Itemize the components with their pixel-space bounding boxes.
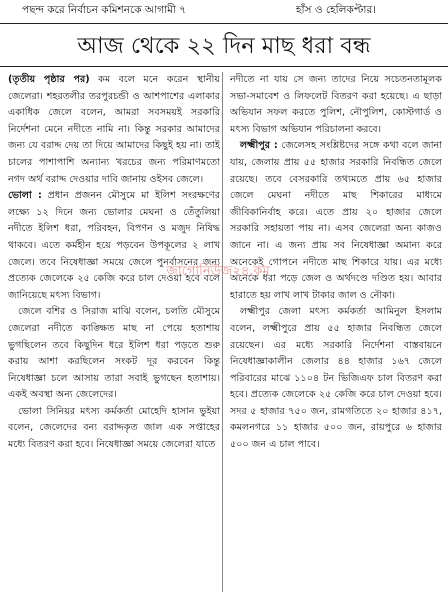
paragraph xyxy=(230,138,442,304)
paragraph xyxy=(8,304,220,404)
paragraph-text: প্রধান প্রজনন মৌসুমে মা ইলিশ সংরক্ষণের লক্ষ্যে ১২ দিনে জন্য ভোলার মেঘনা ও তেঁতুলিয়া নদীতে ইলিশ ধরা, পরিবহন, বিপণন ও মজুদ নিষিদ্ধ থাকবে। এতে কর্মহীন হয়ে পড়বেন উপকূলের ২ লাখ জেলে। তবে নিষেধাজ্ঞা সময়ে জেলে পুনর্বাসনের জন্য প্রত্যেক জেলেকে ২৫ কেজি করে চাল দেওয়া হবে বলে জানিয়েছে মৎস্য বিভাগ। xyxy=(8,190,220,301)
paragraph-text: ভোলা সিনিয়র মৎস্য কর্মকর্তা মোহেদি হাসান ভুইয়া বলেন, জেলেদের বন্য বরাদ্দকৃত জাল এক সপ্তাহের মধ্যে বিতরণ করা হবে। নিষেধাজ্ঞা সময়ে জেলেরা যাতে xyxy=(8,405,220,451)
previous-article-left-text: পছন্দ করে নির্বাচন কমিশনকে আগামী ৭ xyxy=(22,4,187,16)
previous-article-strip xyxy=(0,0,448,24)
paragraph-lead: (তৃতীয় পৃষ্ঠার পর) xyxy=(8,74,90,85)
article-column-right xyxy=(230,72,442,592)
paragraph xyxy=(230,304,442,453)
article-column-left xyxy=(8,72,220,592)
paragraph-text: নদীতে না যায় সে জন্য তাদের নিয়ে সচেতনতামূলক সভা-সমাবেশ ও লিফলেট বিতরণ করা হয়েছে। এ ছাড়া অভিযান সফল করতে পুলিশ, নৌপুলিশ, কোস্টগার্ড ও মৎস্য বিভাগ অভিযান পরিচালনা করবে। xyxy=(230,74,442,135)
paragraph-text: লক্ষ্মীপুর জেলা মৎস্য কর্মকর্তা আমিনুল ইসলাম বলেন, লক্ষ্মীপুরে প্রায় ৫৫ হাজার নিবন্ধিত জেলে রয়েছেন। এর মধ্যে সরকারি নির্দেশনা বাস্তবায়নে নিষেধাজ্ঞাকালীন জেলার ৪৪ হাজার ১৬৭ জেলে পরিবারের মাঝে ১১০৪ টন ভিজিএফ চাল বিতরণ করা হবে। প্রত্যেক জেলেকে ২৫ কেজি করে চাল দেওয়া হবে। সদর ৫ হাজার ৭৫০ জন, রামগতিতে ২০ হাজার ৪১৭, কমলনগরে ১১ হাজার ৫০০ জন, রায়পুরে ৬ হাজার ৫০০ জন এ চাল পাবে। xyxy=(230,306,442,451)
paragraph-text: কম বলে মনে করেন স্থানীয় জেলেরা। শহরতলীর তরপুরচন্ডী ও আশপাশের এলাকার একাধিক জেলে বলেন, আমরা সবসময়ই সরকারি নির্দেশনা মেনে নদীতে নামি না। কিন্তু সরকার আমাদের জন্য যে বরাদ্দ দেয় তা দিয়ে আমাদের কিছুই হয় না। তাই চালের পাশাপাশি অন্যান্য খরচের জন্য পরিমাণমতো নগদ অর্থ বরাদ্দ দেওয়ার দাবি জানায় ওইসব জেলে। xyxy=(8,74,220,185)
previous-article-right-text: হাঁস ও হেলিকপ্টার। xyxy=(296,4,376,16)
paragraph-lead: লক্ষ্মীপুর : xyxy=(240,140,278,152)
paragraph-text: জেলে বশির ও সিরাজ মাঝি বলেন, চলতি মৌসুমে জেলেরা নদীতে কাঙ্ক্ষিত মাছ না পেয়ে হতাশায় ভুগছিলেন তবে কিছুদিন ধরে ইলিশ ধরা পড়তে শুরু করায় আশা করছিলেন সংকট দূর করবেন কিন্তু নিষেধাজ্ঞা চলে আসায় তারা সবাই ভুগছেন হতাশায়। একই অবস্থা অন্য জেলেদের। xyxy=(8,306,220,401)
watermark: জাগোনিউজ২৪.কম xyxy=(166,264,270,279)
article-headline: আজ থেকে ২২ দিন মাছ ধরা বন্ধ xyxy=(77,33,371,59)
paragraph xyxy=(8,188,220,304)
paragraph-text: জেলেসহ সংশ্লিষ্টদের সঙ্গে কথা বলে জানা যায়, জেলায় প্রায় ৫৫ হাজার সরকারি নিবন্ধিত জেলে রয়েছে। তবে বেসরকারি তথ্যমতে প্রায় ৬৫ হাজার জেলে মেঘনা নদীতে মাছ শিকারের মাধ্যমে জীবিকানির্বাহ করে। এতে প্রায় ২০ হাজার জেলে সরকারি সহায়তা পায় না। এসব জেলেরা অন্য কাজও জানে না। এ জন্য প্রায় সব নিষেধাজ্ঞা অমান্য করে অনেকেই গোপনে নদীতে মাছ শিকারে যায়। এর মধ্যে অনেকে ধরা পড়ে জেল ও অর্থদণ্ডে দণ্ডিত হয়। আবার হারাতে হয় লাখ লাখ টাকার জাল ও নৌকা। xyxy=(230,140,442,301)
column-divider xyxy=(222,72,223,592)
paragraph xyxy=(8,72,220,188)
headline-divider xyxy=(0,66,448,67)
paragraph-lead: ভোলা : xyxy=(8,190,42,202)
paragraph xyxy=(230,72,442,138)
paragraph xyxy=(8,404,220,454)
